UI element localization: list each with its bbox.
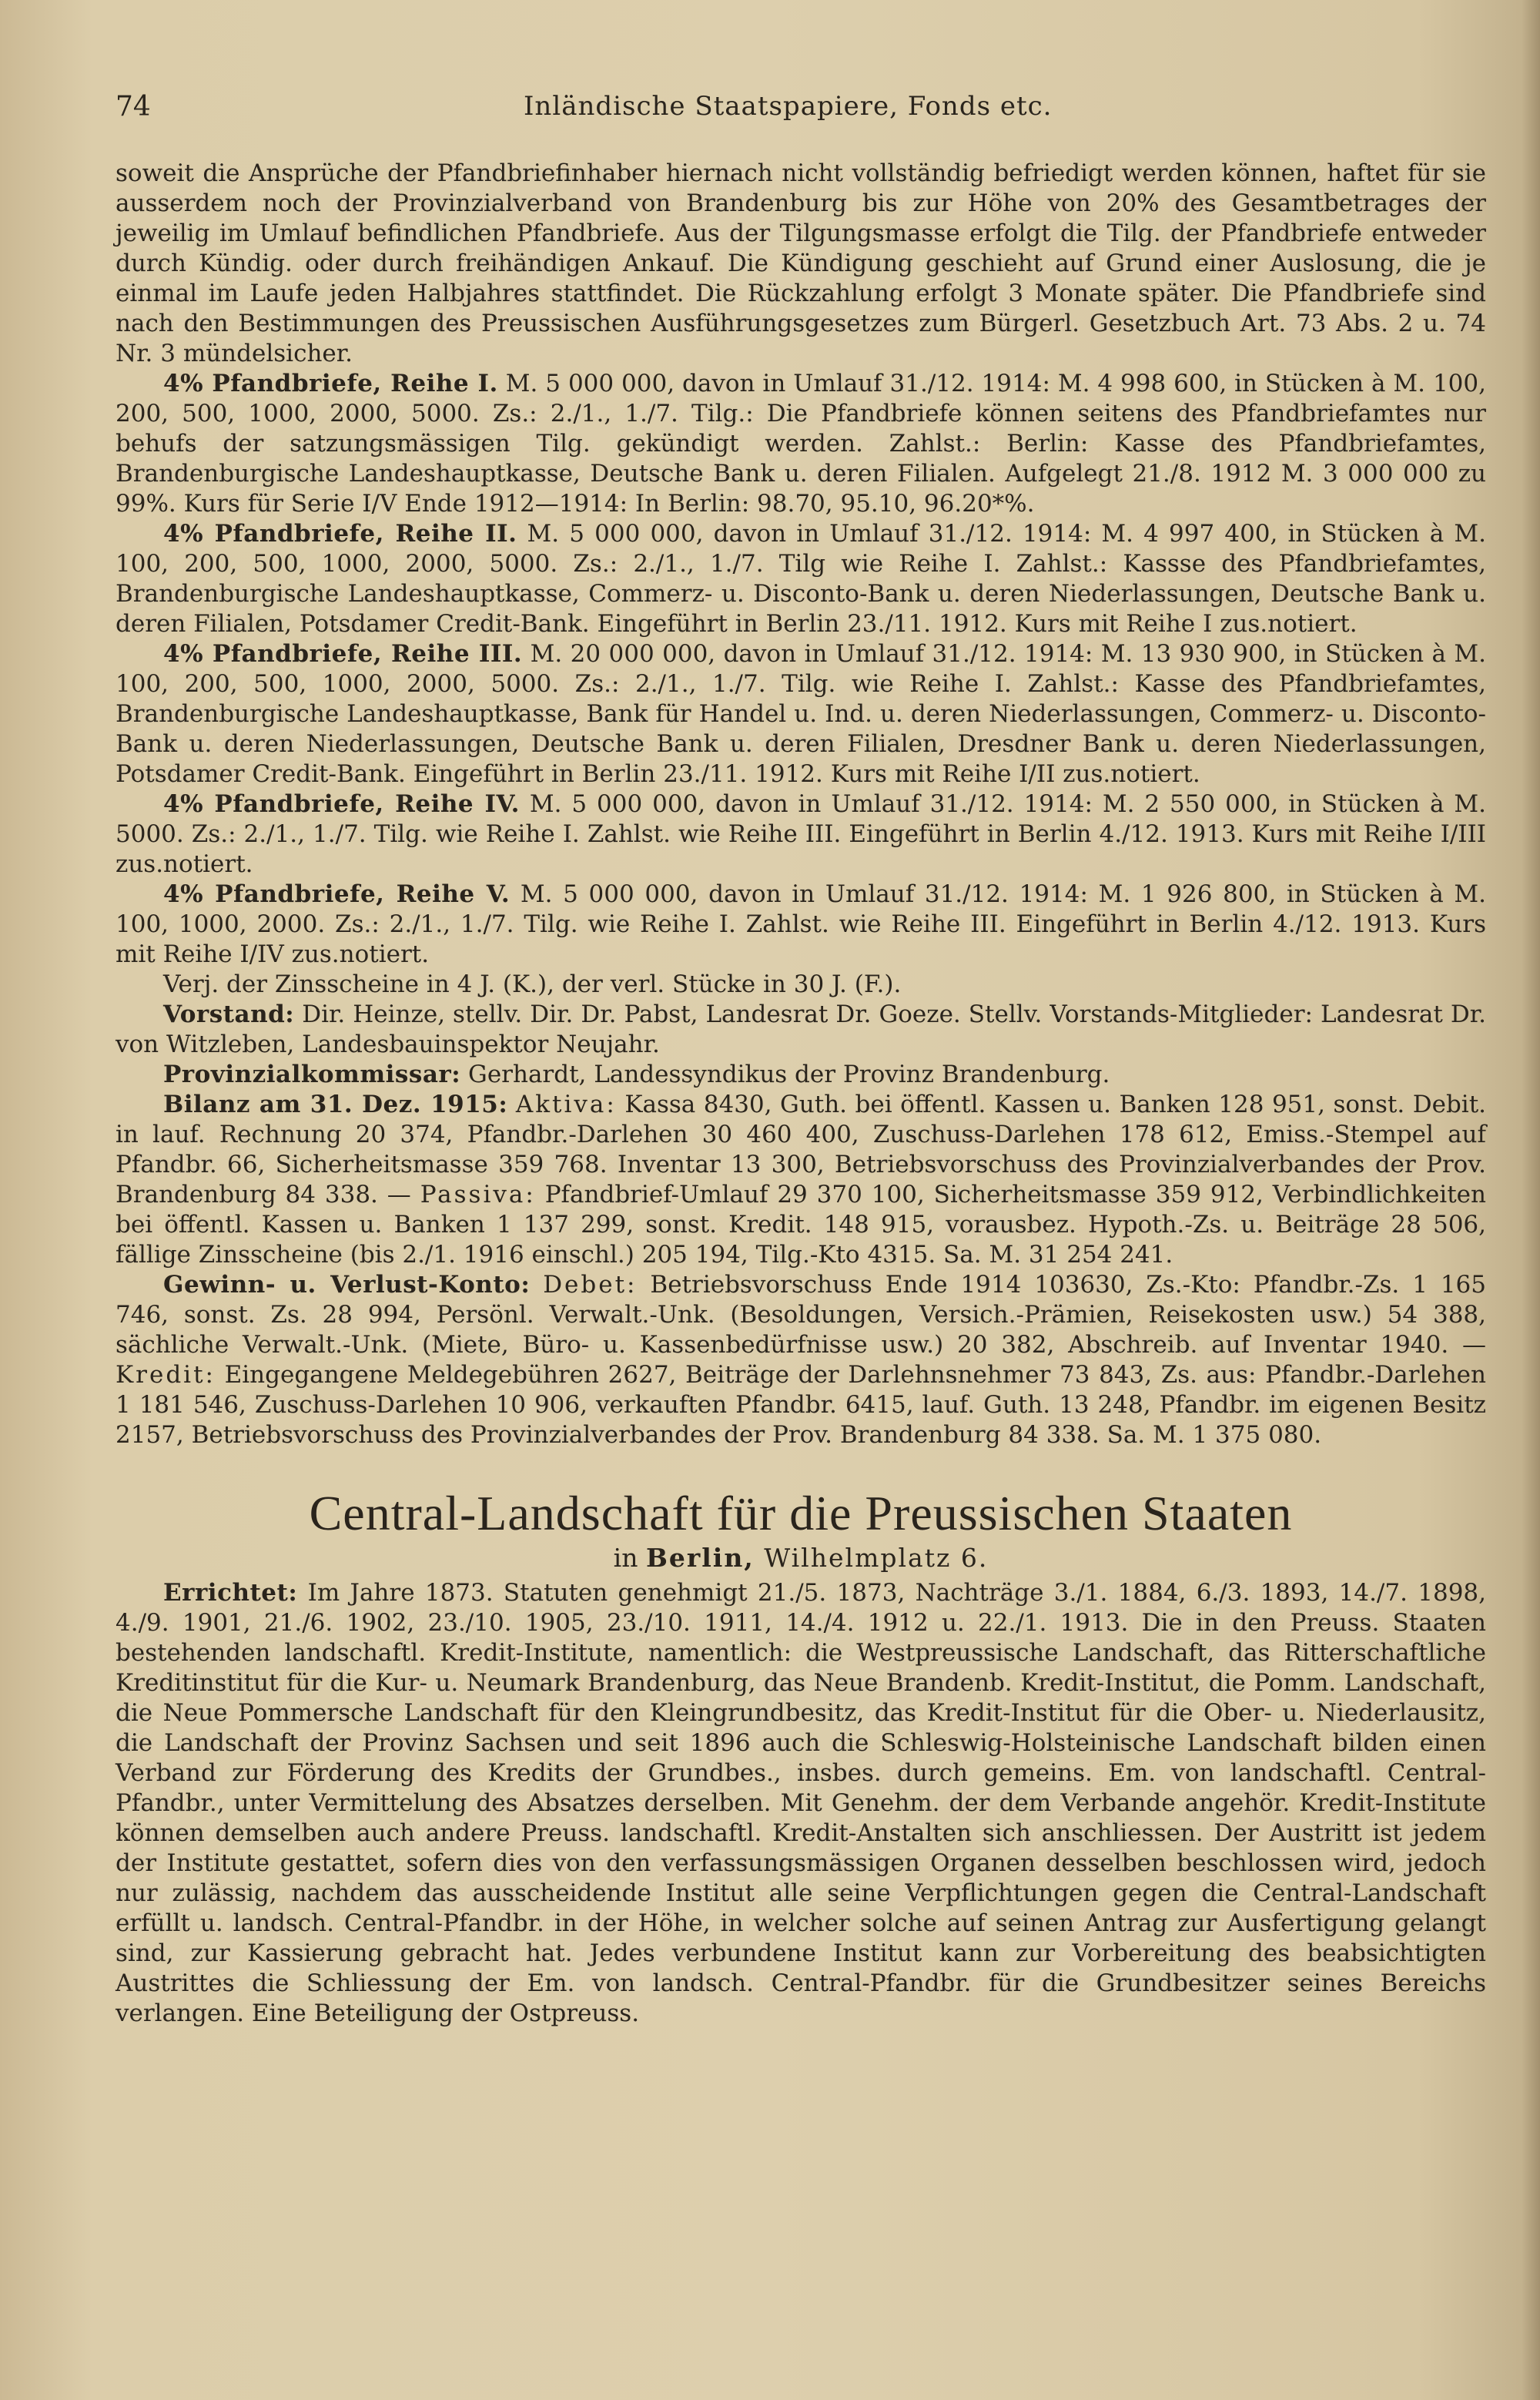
series-heading: 4% Pfandbriefe, Reihe IV. [163, 790, 520, 818]
page-number: 74 [116, 91, 151, 122]
intro-paragraph: soweit die Ansprüche der Pfandbriefinhaber hiernach nicht vollständig befriedigt werden können, haftet für sie ausserdem noch der Provinzialverband von Brandenburg bis zur Höhe von 20% des Gesamtbetrages der jeweilig im Umlauf befindlichen Pfandbriefe. Aus der Tilgungsmasse erfolgt die Tilg. der Pfandbriefe entweder durch Kündig. oder durch freihändigen Ankauf. Die Kündigung geschieht auf Grund einer Auslosung, die je einmal im Laufe jeden Halbjahres stattfindet. Die Rückzahlung erfolgt 3 Monate später. Die Pfandbriefe sind nach den Bestimmungen des Preussischen Ausführungsgesetzes zum Bürgerl. Gesetzbuch Art. 73 Abs. 2 u. 74 Nr. 3 mündelsicher. [116, 159, 1486, 367]
series-text: M. 20 000 000, davon in Umlauf 31./12. 1914: M. 13 930 900, in Stücken à M. 100, 200, 500, 1000, 2000, 5000. Zs.: 2./1., 1./7. Tilg. wie Reihe I. Zahlst.: Kasse des Pfandbriefamtes, Brandenburgische Landeshauptkasse, Bank für Handel u. Ind. u. deren Niederlassungen, Commerz- u. Disconto-Bank u. deren Niederlassungen, Deutsche Bank u. deren Filialen, Dresdner Bank u. deren Niederlassungen, Potsdamer Credit-Bank. Eingeführt in Berlin 23./11. 1912. Kurs mit Reihe I/II zus.notiert. [116, 640, 1486, 788]
subtitle-address: Wilhelmplatz 6. [754, 1543, 989, 1573]
errichtet-text: Im Jahre 1873. Statuten genehmigt 21./5. 1873, Nachträge 3./1. 1884, 6./3. 1893, 14./7. 1898, 4./9. 1901, 21./6. 1902, 23./10. 1905, 23./10. 1911, 14./4. 1912 u. 22./1. 1913. Die in den Preuss. Staaten bestehenden landschaftl. Kredit-Institute, namentlich: die Westpreussische Landschaft, das Ritterschaftliche Kreditinstitut für die Kur- u. Neumark Brandenburg, das Neue Brandenb. Kredit-Institut, die Pomm. Landschaft, die Neue Pommersche Landschaft für den Kleingrundbesitz, das Kredit-Institut für die Ober- u. Niederlausitz, die Landschaft der Provinz Sachsen und seit 1896 auch die Schleswig-Holsteinische Landschaft bilden einen Verband zur Förderung des Kredits der Grundbes., insbes. durch gemeins. Em. von landschaftl. Central-Pfandbr., unter Vermittelung des Absatzes derselben. Mit Genehm. der dem Verbande angehör. Kredit-Institute können demselben auch andere Preuss. landschaftl. Kredit-Anstalten sich anschliessen. Der Austritt ist jedem der Institute gestattet, sofern dies von den verfassungsmässigen Organen desselben beschlossen wird, jedoch nur zulässig, nachdem das ausscheidende Institut alle seine Verpflichtungen gegen die Central-Landschaft erfüllt u. landsch. Central-Pfandbr. in der Höhe, in welcher solche auf seinen Antrag zur Ausfertigung gelangt sind, zur Kassierung gebracht hat. Jedes verbundene Institut kann zur Vorbereitung des beabsichtigten Austrittes die Schliessung der Em. von landsch. Central-Pfandbr. für die Grundbesitzer seines Bereichs verlangen. Eine Beteiligung der Ostpreuss. [116, 1579, 1486, 2027]
kommissar-label: Provinzialkommissar: [163, 1061, 461, 1088]
guv-label: Gewinn- u. Verlust-Konto: [163, 1271, 531, 1299]
series-paragraph-1 [116, 369, 1486, 519]
series-paragraph-2 [116, 519, 1486, 639]
aktiva-text: Kassa 8430, Guth. bei öffentl. Kassen u. Banken 128 951, sonst. Debit. in lauf. Rechnung 20 374, Pfandbr.-Darlehen 30 460 400, Zuschuss-Darlehen 178 612, Emiss.-Stempel auf Pfandbr. 66, Sicherheitsmasse 359 768. Inventar 13 300, Betriebsvorschuss des Provinzialverbandes der Prov. Brandenburg 84 338. — [116, 1091, 1487, 1208]
kommissar-paragraph [116, 1060, 1486, 1090]
series-heading: 4% Pfandbriefe, Reihe I. [163, 370, 498, 397]
series-heading: 4% Pfandbriefe, Reihe II. [163, 520, 517, 548]
body-text [116, 159, 1486, 1450]
kredit-text: Eingegangene Meldegebühren 2627, Beiträge der Darlehnsnehmer 73 843, Zs. aus: Pfandbr.-Darlehen 1 181 546, Zuschuss-Darlehen 10 906, verkauften Pfandbr. 6415, lauf. Guth. 13 248, Pfandbr. im eigenen Besitz 2157, Betriebsvorschuss des Provinzialverbandes der Prov. Brandenburg 84 338. Sa. M. 1 375 080. [116, 1361, 1486, 1449]
page-edge-shadow [1522, 0, 1540, 2400]
series-paragraph-3 [116, 639, 1486, 789]
vorstand-text: Dir. Heinze, stellv. Dir. Dr. Pabst, Landesrat Dr. Goeze. Stellv. Vorstands-Mitglieder: Landesrat Dr. von Witzleben, Landesbauinspektor Neujahr. [116, 1001, 1486, 1058]
series-heading: 4% Pfandbriefe, Reihe III. [163, 640, 523, 668]
bilanz-label: Bilanz am 31. Dez. 1915: [163, 1091, 508, 1118]
section-subtitle [116, 1543, 1486, 1574]
series-text: M. 5 000 000, davon in Umlauf 31./12. 1914: M. 4 997 400, in Stücken à M. 100, 200, 500, 1000, 2000, 5000. Zs.: 2./1., 1./7. Tilg wie Reihe I. Zahlst.: Kassse des Pfandbriefamtes, Brandenburgische Landeshauptkasse, Commerz- u. Disconto-Bank u. deren Niederlassungen, Deutsche Bank u. deren Filialen, Potsdamer Credit-Bank. Eingeführt in Berlin 23./11. 1912. Kurs mit Reihe I zus.notiert. [116, 520, 1487, 638]
bilanz-paragraph [116, 1090, 1486, 1270]
running-title: Inländische Staatspapiere, Fonds etc. [524, 91, 1053, 122]
passiva-text: Pfandbrief-Umlauf 29 370 100, Sicherheitsmasse 359 912, Verbindlichkeiten bei öffentl. Kassen u. Banken 1 137 299, sonst. Kredit. 148 915, vorausbez. Hypoth.-Zs. u. Beiträge 28 506, fällige Zinsscheine (bis 2./1. 1916 einschl.) 205 194, Tilg.-Kto 4315. Sa. M. 31 254 241. [116, 1181, 1486, 1269]
guv-paragraph [116, 1270, 1486, 1450]
series-text: M. 5 000 000, davon in Umlauf 31./12. 1914: M. 2 550 000, in Stücken à M. 5000. Zs.: 2./1., 1./7. Tilg. wie Reihe I. Zahlst. wie Reihe III. Eingeführt in Berlin 4./12. 1913. Kurs mit Reihe I/III zus.notiert. [116, 790, 1486, 878]
verjaehrung-paragraph: Verj. der Zinsscheine in 4 J. (K.), der verl. Stücke in 30 J. (F.). [163, 970, 902, 998]
series-paragraph-4 [116, 789, 1486, 880]
passiva-label: Passiva: [420, 1181, 536, 1208]
running-header [116, 83, 1486, 129]
series-heading: 4% Pfandbriefe, Reihe V. [163, 880, 511, 908]
section-body [116, 1578, 1486, 2029]
errichtet-label: Errichtet: [163, 1579, 298, 1607]
subtitle-prefix: in [613, 1543, 646, 1573]
series-text: M. 5 000 000, davon in Umlauf 31./12. 1914: M. 1 926 800, in Stücken à M. 100, 1000, 2000. Zs.: 2./1., 1./7. Tilg. wie Reihe I. Zahlst. wie Reihe III. Eingeführt in Berlin 4./12. 1913. Kurs mit Reihe I/IV zus.notiert. [116, 880, 1486, 968]
series-paragraph-5 [116, 880, 1486, 970]
subtitle-city: Berlin, [645, 1543, 755, 1573]
series-text: M. 5 000 000, davon in Umlauf 31./12. 1914: M. 4 998 600, in Stücken à M. 100, 200, 500, 1000, 2000, 5000. Zs.: 2./1., 1./7. Tilg.: Die Pfandbriefe können seitens des Pfandbriefamtes nur behufs der satzungsmässigen Tilg. gekündigt werden. Zahlst.: Berlin: Kasse des Pfandbriefamtes, Brandenburgische Landeshauptkasse, Deutsche Bank u. deren Filialen. Aufgelegt 21./8. 1912 M. 3 000 000 zu 99%. Kurs für Serie I/V Ende 1912—1914: In Berlin: 98.70, 95.10, 96.20*%. [116, 370, 1486, 518]
vorstand-paragraph [116, 1000, 1486, 1060]
section-title: Central-Landschaft für die Preussischen Staaten [309, 1486, 1293, 1540]
debet-label: Debet: [543, 1271, 638, 1299]
aktiva-label: Aktiva: [515, 1091, 617, 1118]
kommissar-text: Gerhardt, Landessyndikus der Provinz Brandenburg. [460, 1061, 1110, 1088]
vorstand-label: Vorstand: [163, 1001, 295, 1028]
errichtet-paragraph [116, 1578, 1486, 2029]
kredit-label: Kredit: [116, 1361, 216, 1389]
debet-text: Betriebsvorschuss Ende 1914 103630, Zs.-Kto: Pfandbr.-Zs. 1 165 746, sonst. Zs. 28 994, Persönl. Verwalt.-Unk. (Besoldungen, Versich.-Prämien, Reisekosten usw.) 54 388, sächliche Verwalt.-Unk. (Miete, Büro- u. Kassenbedürfnisse usw.) 20 382, Abschreib. auf Inventar 1940. — [116, 1271, 1487, 1359]
document-page [116, 83, 1486, 2029]
